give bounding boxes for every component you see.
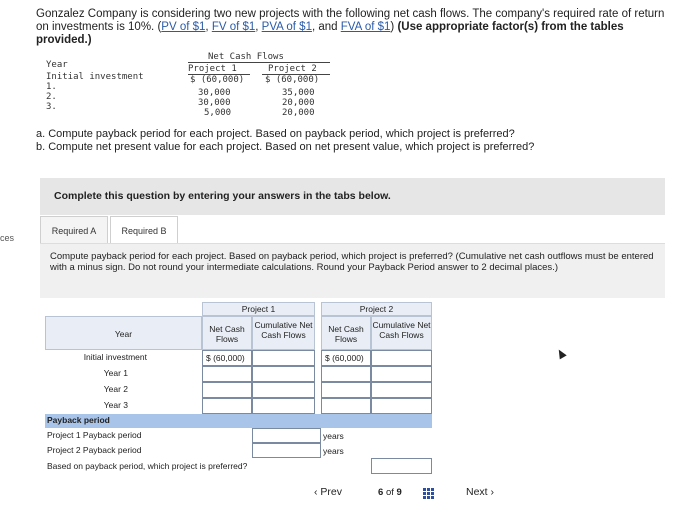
- p1-year3-cumulative-input[interactable]: [252, 398, 315, 414]
- year-header: Year: [45, 316, 202, 350]
- edge-label: ces: [0, 233, 15, 243]
- p1-year1-cumulative-input[interactable]: [252, 366, 315, 382]
- cf-row-label: 2.: [46, 92, 57, 102]
- p1-year2-cumulative-input[interactable]: [252, 382, 315, 398]
- banner-text: Complete this question by entering your answers in the tabs below.: [54, 190, 391, 202]
- row-label-initial: Initial investment: [83, 352, 147, 362]
- page-indicator: [378, 487, 402, 498]
- project2-header: Project 2: [321, 302, 432, 316]
- p2-year2-net-input[interactable]: [321, 382, 371, 398]
- p2-years-unit: years: [323, 446, 344, 456]
- row-label-year2: Year 2: [103, 384, 128, 394]
- cf-row-p1: 5,000: [204, 108, 232, 118]
- cf-row-p2: 35,000: [282, 88, 315, 98]
- cf-row-p2: 20,000: [282, 108, 315, 118]
- cf-col-p2: Project 2: [268, 64, 317, 74]
- question-list: [36, 128, 534, 154]
- cf-row-p1: $ (60,000): [190, 75, 245, 85]
- page-total: 9: [396, 487, 402, 498]
- p2-cumulative-initial-input[interactable]: [371, 350, 432, 366]
- p1-payback-label: Project 1 Payback period: [47, 430, 142, 440]
- cf-row-label: 1.: [46, 82, 57, 92]
- p2-year1-net-input[interactable]: [321, 366, 371, 382]
- p2-year3-cumulative-input[interactable]: [371, 398, 432, 414]
- p1-initial-value: $ (60,000): [202, 350, 252, 366]
- cf-row-label: Initial investment: [46, 72, 144, 82]
- fva-link[interactable]: FVA of $1: [340, 21, 391, 33]
- p1-year3-net-input[interactable]: [202, 398, 252, 414]
- cf-row-p1: 30,000: [198, 98, 231, 108]
- page-of: of: [385, 487, 394, 498]
- cf-row-p2: $ (60,000): [265, 75, 320, 85]
- cf-row-label: 3.: [46, 102, 57, 112]
- cf-title-rule: [188, 62, 330, 63]
- instructions-panel: [40, 243, 665, 298]
- answer-table: [45, 302, 432, 474]
- prev-button[interactable]: [314, 486, 342, 498]
- cf-col-p1: Project 1: [188, 64, 237, 74]
- preferred-project-select[interactable]: [371, 458, 432, 474]
- p2-year2-cumulative-input[interactable]: [371, 382, 432, 398]
- p1-year2-net-input[interactable]: [202, 382, 252, 398]
- mouse-cursor-icon: [555, 348, 566, 360]
- problem-intro: Gonzalez Company is considering two new projects with the following net cash flows. The company's required rate of return on investments is 10%. (PV of $1, FV of $1, PVA of $1, and FVA of $1) (Use appropriate factor(s) from the tables provided.): [36, 8, 665, 46]
- fv-link[interactable]: FV of $1: [211, 21, 256, 33]
- p2-net-cash-header: Net Cash Flows: [321, 316, 371, 350]
- row-label-year3: Year 3: [103, 400, 128, 410]
- intro-text: Gonzalez Company is considering two new projects with the following net cash flows. The company's required rate of return on investments is 10%.: [36, 8, 665, 33]
- row-label-year1: Year 1: [103, 368, 128, 378]
- p1-cumulative-header: Cumulative Net Cash Flows: [252, 316, 315, 350]
- pv-link[interactable]: PV of $1: [161, 21, 206, 33]
- and-text: and: [318, 21, 338, 33]
- p2-year3-net-input[interactable]: [321, 398, 371, 414]
- project1-header: Project 1: [202, 302, 315, 316]
- question-b: b. Compute net present value for each project. Based on net present value, which project is preferred?: [36, 141, 535, 153]
- next-label: Next: [466, 486, 488, 498]
- grid-icon[interactable]: [423, 488, 435, 500]
- pva-link[interactable]: PVA of $1: [261, 21, 312, 33]
- p1-net-cash-header: Net Cash Flows: [202, 316, 252, 350]
- p1-year1-net-input[interactable]: [202, 366, 252, 382]
- prev-label: Prev: [320, 486, 343, 498]
- p1-cumulative-initial-input[interactable]: [252, 350, 315, 366]
- page-current: 6: [378, 487, 384, 498]
- instructions-text: Compute payback period for each project. Based on payback period, which project is preferred? (Cumulative net cash outflows must be entered with a minus sign. Do not round your intermediate calculations. Round your Payback Period answer to 2 decimal places.): [50, 251, 654, 273]
- p2-year1-cumulative-input[interactable]: [371, 366, 432, 382]
- payback-period-label: Payback period: [47, 415, 110, 425]
- chevron-right-icon: ›: [490, 486, 495, 498]
- tab-required-a[interactable]: Required A: [40, 216, 108, 246]
- next-button[interactable]: [466, 486, 494, 498]
- p2-payback-input[interactable]: [252, 443, 321, 458]
- question-a: a. Compute payback period for each project. Based on payback period, which project is preferred?: [36, 128, 515, 140]
- instruction-banner: [40, 178, 665, 215]
- tab-required-b[interactable]: Required B: [110, 216, 178, 246]
- cf-col-year: Year: [46, 60, 68, 70]
- p2-initial-value: $ (60,000): [321, 350, 371, 366]
- chevron-left-icon: ‹: [314, 486, 318, 498]
- intro-instruction: (Use appropriate factor(s) from the tables provided.): [36, 21, 624, 46]
- p2-cumulative-header: Cumulative Net Cash Flows: [371, 316, 432, 350]
- cf-row-p1: 30,000: [198, 88, 231, 98]
- p1-years-unit: years: [323, 431, 344, 441]
- p1-payback-input[interactable]: [252, 428, 321, 443]
- cf-row-p2: 20,000: [282, 98, 315, 108]
- cf-title: Net Cash Flows: [208, 52, 284, 62]
- preferred-project-label: Based on payback period, which project is preferred?: [47, 461, 248, 471]
- p2-payback-label: Project 2 Payback period: [47, 445, 142, 455]
